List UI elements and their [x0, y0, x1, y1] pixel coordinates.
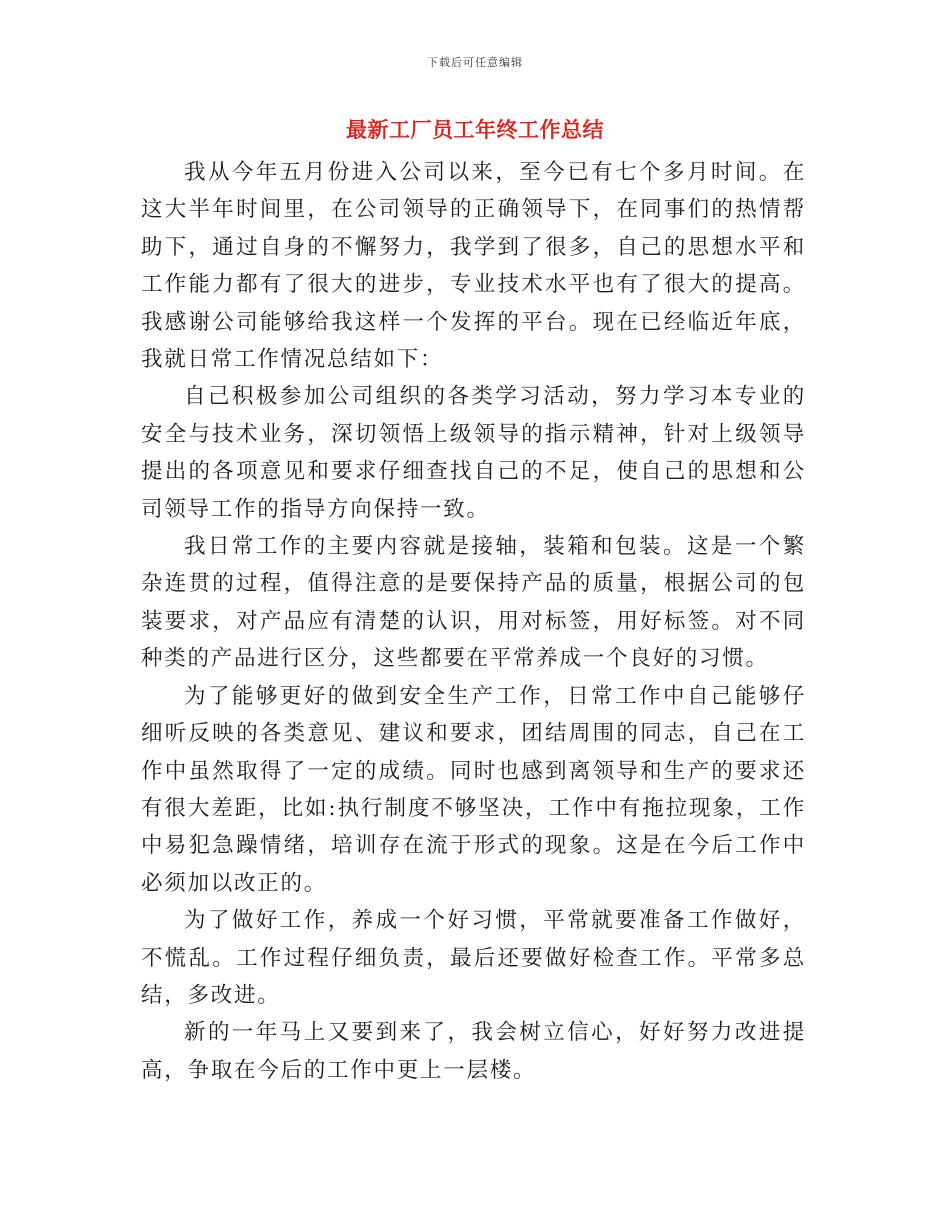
- paragraph-habits: 为了做好工作，养成一个好习惯，平常就要准备工作做好，不慌乱。工作过程仔细负责，最后还要做好检查工作。平常多总结，多改进。: [141, 908, 806, 1008]
- paragraph-outlook: 新的一年马上又要到来了，我会树立信心，好好努力改进提高，争取在今后的工作中更上一层楼。: [141, 1020, 806, 1083]
- header-note: 下载后可任意编辑: [427, 56, 523, 69]
- paragraph-daily-work: 我日常工作的主要内容就是接轴，装箱和包装。这是一个繁杂连贯的过程，值得注意的是要保持产品的质量，根据公司的包装要求，对产品应有清楚的认识，用对标签，用好标签。对不同种类的产品进行区分，这些都要在平常养成一个良好的习惯。: [141, 534, 806, 672]
- paragraph-intro: 我从今年五月份进入公司以来，至今已有七个多月时间。在这大半年时间里，在公司领导的正确领导下，在同事们的热情帮助下，通过自身的不懈努力，我学到了很多，自己的思想水平和工作能力都有了很大的进步，专业技术水平也有了很大的提高。 我感谢公司能够给我这样一个发挥的平台。现在已经临近年底，我就日常工作情况总结如下：: [141, 160, 806, 373]
- paragraph-safety: 为了能够更好的做到安全生产工作，日常工作中自己能够仔细听反映的各类意见、建议和要求，团结周围的同志，自己在工作中虽然取得了一定的成绩。同时也感到离领导和生产的要求还有很大差距，比如:执行制度不够坚决，工作中有拖拉现象，工作中易犯急躁情绪，培训存在流于形式的现象。这是在今后工作中必须加以改正的。: [141, 683, 806, 896]
- paragraph-learning: 自己积极参加公司组织的各类学习活动，努力学习本专业的安全与技术业务，深切领悟上级领导的指示精神，针对上级领导提出的各项意见和要求仔细查找自己的不足，使自己的思想和公司领导工作的指导方向保持一致。: [141, 384, 806, 522]
- document-body: [141, 154, 806, 1089]
- document-title: 最新工厂员工年终工作总结: [346, 118, 604, 142]
